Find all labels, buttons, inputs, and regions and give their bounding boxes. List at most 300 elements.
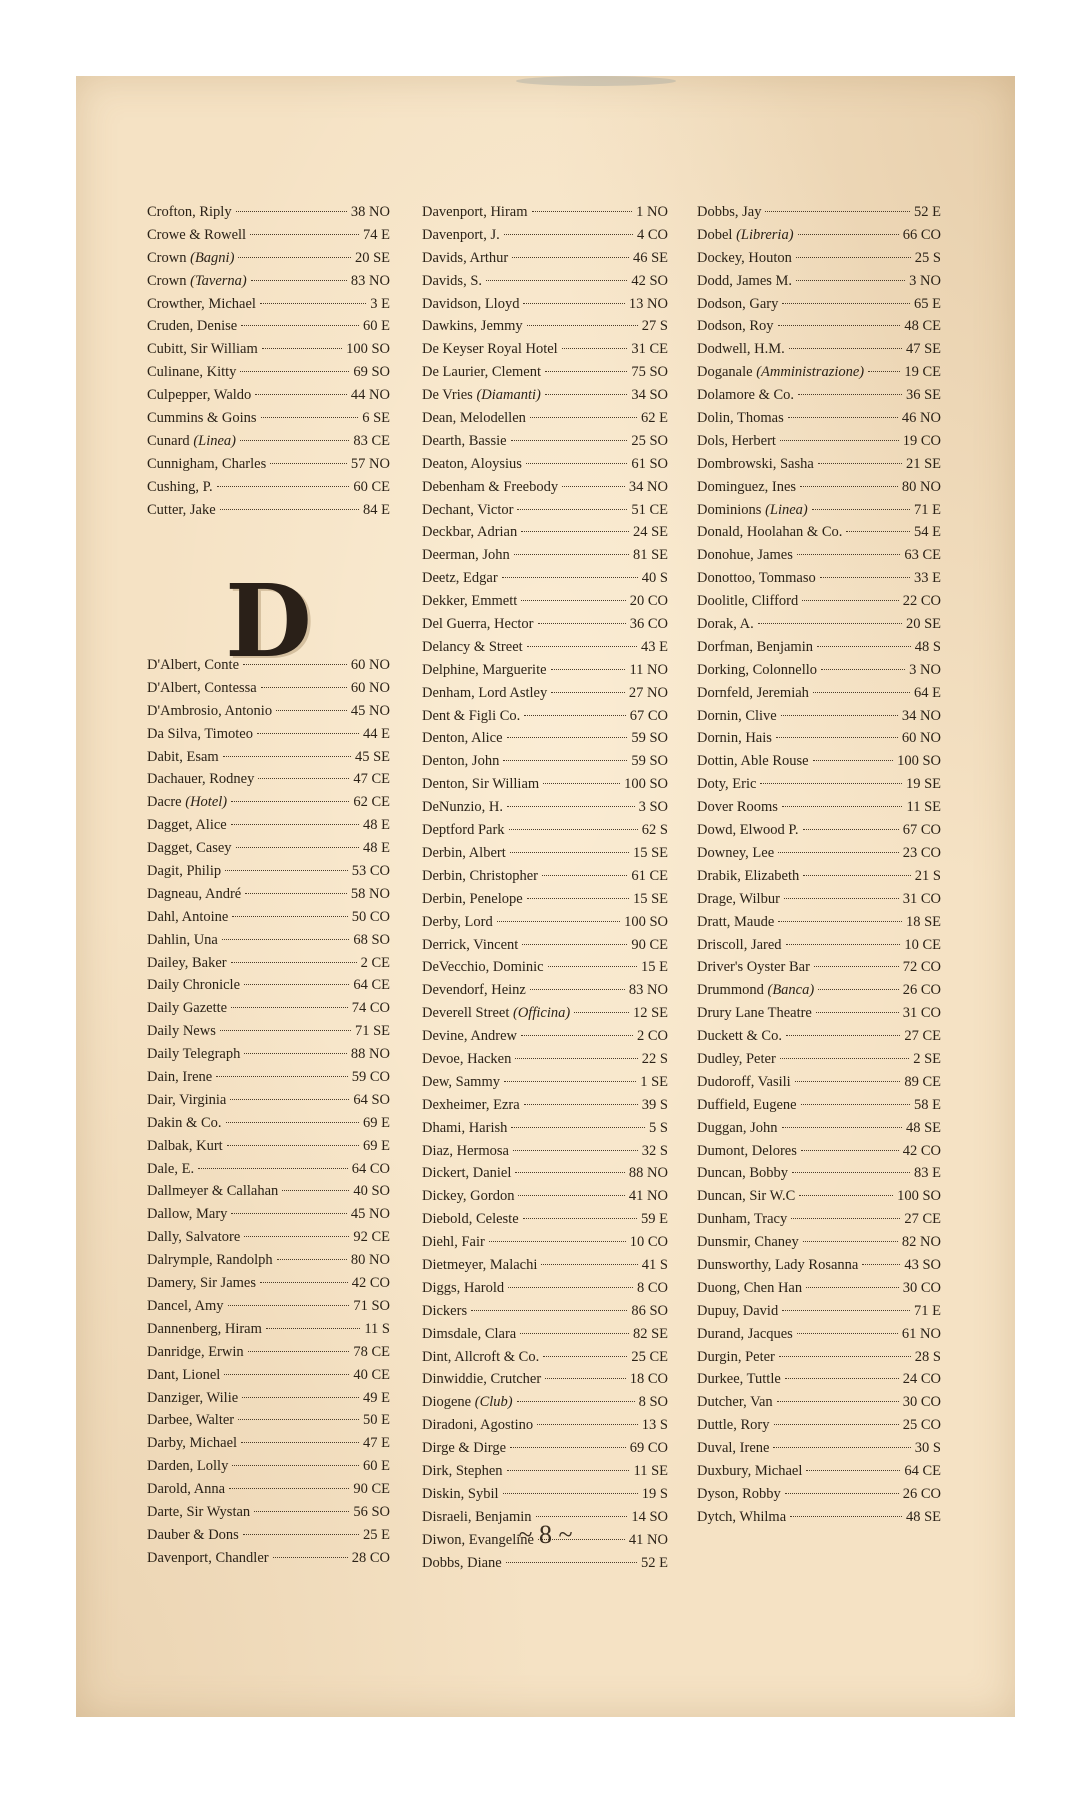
entry-reference: 67 CO (629, 707, 668, 724)
index-entry (697, 338, 941, 361)
dot-leader (497, 921, 620, 922)
index-entry (422, 567, 668, 590)
dot-leader (270, 463, 347, 464)
entry-reference: 23 CO (902, 844, 941, 861)
index-entry (147, 361, 390, 384)
entry-name: Dobbs, Diane (422, 1554, 502, 1571)
index-entry (147, 499, 390, 522)
entry-name: Dutcher, Van (697, 1394, 773, 1411)
dot-leader (241, 1442, 359, 1443)
dot-leader (784, 898, 899, 899)
entry-name: Downey, Lee (697, 844, 775, 861)
entry-reference: 3 E (370, 295, 390, 312)
entry-reference: 46 NO (901, 410, 941, 427)
entry-name: Dinwiddie, Crutcher (422, 1371, 542, 1388)
entry-reference: 100 SO (346, 341, 390, 358)
index-entry (422, 270, 668, 293)
index-entry (147, 791, 390, 814)
entry-name: Crowther, Michael (147, 295, 256, 312)
dot-leader (509, 829, 638, 830)
dot-leader (248, 1351, 350, 1352)
entry-reference: 40 S (641, 570, 668, 587)
entry-reference: 68 SO (353, 931, 390, 948)
entry-reference: 3 NO (909, 272, 941, 289)
entry-name: Dannenberg, Hiram (147, 1320, 262, 1337)
entry-reference: 15 E (641, 959, 668, 976)
entry-name: Disraeli, Benjamin (422, 1508, 532, 1525)
index-entry (422, 1368, 668, 1391)
index-entry (422, 934, 668, 957)
index-entry (147, 929, 390, 952)
dot-leader (521, 600, 625, 601)
dot-leader (817, 646, 911, 647)
entry-name: Doty, Eric (697, 776, 757, 793)
entry-reference: 48 CE (904, 318, 941, 335)
dot-leader (512, 257, 629, 258)
entry-name: Cummins & Goins (147, 410, 257, 427)
entry-reference: 54 E (914, 524, 941, 541)
index-entry (697, 1391, 941, 1414)
dot-leader (814, 966, 899, 967)
entry-name: Dobbs, Jay (697, 204, 762, 220)
entry-name: Devine, Andrew (422, 1028, 518, 1045)
entry-name: Diskin, Sybil (422, 1485, 499, 1502)
index-entry (422, 544, 668, 567)
entry-name: Darte, Sir Wystan (147, 1503, 251, 1520)
index-entry (147, 247, 390, 270)
dot-leader (538, 623, 626, 624)
index-entry (422, 384, 668, 407)
entry-reference: 100 SO (624, 913, 668, 930)
index-entry (697, 796, 941, 819)
index-entry (147, 1295, 390, 1318)
index-entry (422, 476, 668, 499)
entry-name: Dent & Figli Co. (422, 707, 521, 724)
index-entry (422, 1483, 668, 1506)
entry-reference: 81 SE (632, 547, 668, 564)
dot-leader (244, 1236, 349, 1237)
entry-reference: 71 E (914, 501, 941, 518)
entry-name: Dagget, Casey (147, 840, 232, 857)
entry-qualifier: (Bagni) (190, 249, 235, 266)
index-entry (697, 1140, 941, 1163)
dot-leader (230, 1099, 349, 1100)
entry-reference: 60 CE (353, 478, 390, 495)
entry-name: Doganale (697, 364, 753, 381)
index-entry (147, 746, 390, 769)
dot-leader (486, 280, 627, 281)
dot-leader (785, 1378, 899, 1379)
entry-reference: 71 SO (353, 1297, 390, 1314)
dot-leader (506, 1562, 637, 1563)
dot-leader (521, 1035, 633, 1036)
entry-name: Davids, S. (422, 272, 483, 289)
entry-name: Driver's Oyster Bar (697, 959, 810, 976)
entry-name: Damery, Sir James (147, 1275, 256, 1292)
entry-name: Dominguez, Ines (697, 478, 797, 495)
entry-reference: 19 SE (905, 776, 941, 793)
dot-leader (521, 531, 629, 532)
dot-leader (758, 623, 902, 624)
entry-name: Darby, Michael (147, 1435, 238, 1452)
entry-name: Dover Rooms (697, 799, 778, 816)
index-entry (422, 1117, 668, 1140)
column-2 (422, 201, 668, 1574)
index-entry (147, 1547, 390, 1570)
index-entry (147, 338, 390, 361)
entry-name: Dockey, Houton (697, 249, 792, 266)
dot-leader (818, 463, 902, 464)
entry-qualifier: (Officina) (513, 1005, 571, 1022)
dot-leader (527, 898, 629, 899)
entry-name: Duong, Chen Han (697, 1279, 803, 1296)
entry-name: Culinane, Kitty (147, 364, 237, 381)
dot-leader (520, 1333, 629, 1334)
entry-reference: 32 S (641, 1142, 668, 1159)
index-entry (422, 1437, 668, 1460)
index-entry (422, 1162, 668, 1185)
entry-reference: 90 CE (353, 1481, 390, 1498)
entry-name: Dornin, Clive (697, 707, 777, 724)
index-entry (422, 1185, 668, 1208)
index-entry (422, 796, 668, 819)
entry-reference: 3 SO (638, 799, 668, 816)
entry-reference: 88 NO (350, 1046, 390, 1063)
entry-reference: 47 CE (353, 771, 390, 788)
entry-name: Dallow, Mary (147, 1206, 228, 1223)
entry-name: Dabit, Esam (147, 748, 219, 765)
entry-reference: 71 SE (354, 1023, 390, 1040)
dot-leader (536, 1516, 628, 1517)
dot-leader (760, 783, 901, 784)
entry-name: D'Albert, Conte (147, 657, 240, 673)
entry-reference: 31 CO (902, 890, 941, 907)
dot-leader (551, 692, 625, 693)
dot-leader (812, 509, 910, 510)
index-entry (422, 1552, 668, 1575)
dot-leader (511, 440, 628, 441)
entry-name: Denton, Sir William (422, 776, 540, 793)
dot-leader (504, 1081, 636, 1082)
index-entry (697, 865, 941, 888)
entry-reference: 41 NO (628, 1188, 668, 1205)
dot-leader (813, 692, 910, 693)
dot-leader (527, 325, 638, 326)
column-3 (697, 201, 941, 1529)
entry-reference: 44 E (363, 725, 390, 742)
entry-reference: 80 NO (350, 1252, 390, 1269)
entry-reference: 92 CE (353, 1229, 390, 1246)
entry-reference: 34 NO (901, 707, 941, 724)
dot-leader (229, 1488, 349, 1489)
index-entry (147, 1249, 390, 1272)
index-entry (422, 1208, 668, 1231)
dot-leader (551, 669, 626, 670)
dot-leader (502, 577, 638, 578)
index-entry (147, 1455, 390, 1478)
entry-reference: 48 S (914, 638, 941, 655)
entry-reference: 43 E (641, 638, 668, 655)
index-entry (697, 453, 941, 476)
index-entry (422, 750, 668, 773)
index-entry (697, 750, 941, 773)
index-entry (697, 1231, 941, 1254)
entry-name: Dunham, Tracy (697, 1211, 788, 1228)
entry-name: Dacre (147, 794, 182, 811)
index-entry (422, 979, 668, 1002)
entry-reference: 64 CE (353, 977, 390, 994)
entry-reference: 5 S (649, 1119, 668, 1136)
entry-reference: 11 SE (906, 799, 941, 816)
entry-name: Dodwell, H.M. (697, 341, 785, 358)
entry-name: Dolin, Thomas (697, 410, 784, 427)
entry-reference: 46 SE (632, 249, 668, 266)
entry-reference: 62 CE (353, 794, 390, 811)
dot-leader (818, 989, 899, 990)
dot-leader (260, 303, 366, 304)
dot-leader (774, 1424, 899, 1425)
entry-reference: 25 CE (631, 1348, 668, 1365)
entry-reference: 62 S (641, 822, 668, 839)
entry-reference: 22 CO (902, 593, 941, 610)
entry-reference: 83 NO (628, 982, 668, 999)
entry-reference: 2 CO (636, 1028, 668, 1045)
index-entry (697, 1414, 941, 1437)
index-entry (697, 430, 941, 453)
index-entry (422, 453, 668, 476)
entry-reference: 100 SO (897, 753, 941, 770)
index-entry (147, 700, 390, 723)
dot-leader (231, 801, 349, 802)
entry-name: Diggs, Harold (422, 1279, 505, 1296)
entry-name: DeNunzio, H. (422, 799, 503, 816)
index-entry (697, 1185, 941, 1208)
index-entry (697, 727, 941, 750)
index-entry (422, 430, 668, 453)
entry-qualifier: (Diamanti) (476, 387, 541, 404)
entry-reference: 42 CO (902, 1142, 941, 1159)
entry-reference: 60 E (363, 318, 390, 335)
index-entry (147, 476, 390, 499)
entry-name: Duggan, John (697, 1119, 778, 1136)
entry-qualifier: (Amministrazione) (756, 364, 865, 381)
dot-leader (527, 646, 637, 647)
index-entry (422, 1048, 668, 1071)
entry-reference: 20 SE (354, 249, 390, 266)
entry-reference: 28 S (914, 1348, 941, 1365)
entry-name: Dorak, A. (697, 616, 754, 633)
entry-reference: 43 SO (904, 1256, 941, 1273)
dot-leader (471, 1310, 627, 1311)
dot-leader (510, 852, 629, 853)
entry-reference: 19 S (641, 1485, 668, 1502)
index-entry (422, 224, 668, 247)
index-entry (147, 315, 390, 338)
entry-reference: 74 CO (351, 1000, 390, 1017)
entry-name: Dechant, Victor (422, 501, 514, 518)
dot-leader (523, 1218, 637, 1219)
dot-leader (846, 531, 910, 532)
dot-leader (255, 394, 347, 395)
dot-leader (526, 463, 627, 464)
entry-name: Davidson, Lloyd (422, 295, 520, 312)
entry-qualifier: (Linea) (193, 432, 236, 449)
index-entry (147, 814, 390, 837)
entry-name: Dally, Salvatore (147, 1229, 241, 1246)
entry-name: Crofton, Riply (147, 204, 232, 220)
dot-leader (228, 1305, 350, 1306)
entry-name: Cutter, Jake (147, 501, 216, 518)
entry-reference: 1 SE (640, 1073, 668, 1090)
dot-leader (779, 1356, 911, 1357)
index-entry (147, 883, 390, 906)
entry-reference: 88 NO (628, 1165, 668, 1182)
index-entry (422, 1300, 668, 1323)
entry-name: Dagit, Philip (147, 863, 222, 880)
entry-name: D'Ambrosio, Antonio (147, 702, 273, 719)
dot-leader (245, 893, 347, 894)
index-entry (422, 338, 668, 361)
entry-name: Derbin, Penelope (422, 890, 523, 907)
entry-name: Crown (147, 272, 187, 289)
entry-name: Dint, Allcroft & Co. (422, 1348, 540, 1365)
entry-name: Cunard (147, 432, 190, 449)
entry-reference: 13 NO (628, 295, 668, 312)
dot-leader (789, 348, 902, 349)
dot-leader (788, 417, 898, 418)
entry-reference: 45 NO (350, 702, 390, 719)
entry-reference: 100 SO (897, 1188, 941, 1205)
index-entry (697, 476, 941, 499)
paper-stain (516, 76, 676, 86)
index-entry (697, 1277, 941, 1300)
entry-name: Daily Gazette (147, 1000, 228, 1017)
entry-name: Derbin, Christopher (422, 867, 538, 884)
dot-leader (231, 824, 359, 825)
index-entry (422, 956, 668, 979)
index-entry (697, 888, 941, 911)
entry-reference: 84 E (363, 501, 390, 518)
entry-reference: 36 CO (629, 616, 668, 633)
index-entry (422, 361, 668, 384)
entry-name: Dale, E. (147, 1160, 195, 1177)
entry-name: Donald, Hoolahan & Co. (697, 524, 843, 541)
entry-name: Drury Lane Theatre (697, 1005, 812, 1022)
index-entry (147, 952, 390, 975)
dot-leader (806, 1470, 900, 1471)
entry-reference: 18 SE (905, 913, 941, 930)
dot-leader (800, 486, 898, 487)
entry-name: Donottoo, Tommaso (697, 570, 816, 587)
entry-qualifier: (Banca) (767, 982, 815, 999)
entry-reference: 2 CE (360, 954, 390, 971)
entry-name: Drage, Wilbur (697, 890, 780, 907)
index-entry (422, 613, 668, 636)
entry-reference: 30 CO (902, 1394, 941, 1411)
entry-reference: 59 SO (631, 753, 668, 770)
dot-leader (796, 257, 911, 258)
dot-leader (503, 760, 627, 761)
dot-leader (777, 1401, 899, 1402)
entry-reference: 61 SO (631, 455, 668, 472)
index-entry (697, 1002, 941, 1025)
dot-leader (523, 303, 624, 304)
entry-name: Duckett & Co. (697, 1028, 782, 1045)
index-entry (147, 1158, 390, 1181)
entry-reference: 89 CE (904, 1073, 941, 1090)
entry-name: Dhami, Harish (422, 1119, 508, 1136)
entry-reference: 27 CE (904, 1028, 941, 1045)
index-entry (697, 1025, 941, 1048)
index-entry (697, 1437, 941, 1460)
entry-reference: 14 SO (631, 1508, 668, 1525)
entry-name: Diogene (422, 1394, 472, 1411)
index-entry (422, 1460, 668, 1483)
index-entry (422, 659, 668, 682)
entry-reference: 2 SE (913, 1050, 941, 1067)
dot-leader (261, 687, 347, 688)
entry-reference: 19 CE (904, 364, 941, 381)
entry-name: Driscoll, Jared (697, 936, 782, 953)
dot-leader (511, 1127, 645, 1128)
entry-name: Duncan, Bobby (697, 1165, 789, 1182)
entry-name: Dickey, Gordon (422, 1188, 515, 1205)
entry-reference: 58 E (914, 1096, 941, 1113)
index-entry (147, 768, 390, 791)
entry-reference: 8 SO (638, 1394, 668, 1411)
entry-reference: 51 CE (631, 501, 668, 518)
dot-leader (801, 1104, 910, 1105)
entry-name: Dolamore & Co. (697, 387, 795, 404)
entry-reference: 36 SE (905, 387, 941, 404)
entry-reference: 80 NO (901, 478, 941, 495)
entry-name: Dauber & Dons (147, 1526, 239, 1543)
entry-name: Dalrymple, Randolph (147, 1252, 273, 1269)
entry-reference: 40 CE (353, 1366, 390, 1383)
entry-reference: 6 SE (362, 410, 390, 427)
index-entry (147, 293, 390, 316)
entry-reference: 25 S (914, 249, 941, 266)
index-entry (697, 613, 941, 636)
entry-reference: 52 E (641, 1554, 668, 1571)
dot-leader (504, 234, 633, 235)
entry-reference: 86 SO (631, 1302, 668, 1319)
dot-leader (236, 211, 347, 212)
dot-leader (261, 417, 359, 418)
entry-reference: 34 SO (631, 387, 668, 404)
entry-name: Drabik, Elizabeth (697, 867, 800, 884)
entry-name: Debenham & Freebody (422, 478, 559, 495)
entry-name: Dant, Lionel (147, 1366, 221, 1383)
dot-leader (868, 371, 900, 372)
dot-leader (242, 1397, 359, 1398)
entry-name: Dahlin, Una (147, 931, 218, 948)
entry-name: Duval, Irene (697, 1440, 770, 1457)
entry-reference: 20 SE (905, 616, 941, 633)
entry-name: Culpepper, Waldo (147, 387, 252, 404)
entry-qualifier: (Libreria) (736, 226, 794, 243)
index-entry (147, 407, 390, 430)
dot-leader (220, 509, 359, 510)
index-entry (147, 1341, 390, 1364)
entry-name: Duncan, Sir W.C (697, 1188, 796, 1205)
entry-name: Deptford Park (422, 822, 505, 839)
entry-name: Deerman, John (422, 547, 510, 564)
entry-name: Davenport, J. (422, 226, 500, 243)
index-entry (422, 1140, 668, 1163)
dot-leader (782, 303, 910, 304)
entry-name: De Laurier, Clement (422, 364, 541, 381)
